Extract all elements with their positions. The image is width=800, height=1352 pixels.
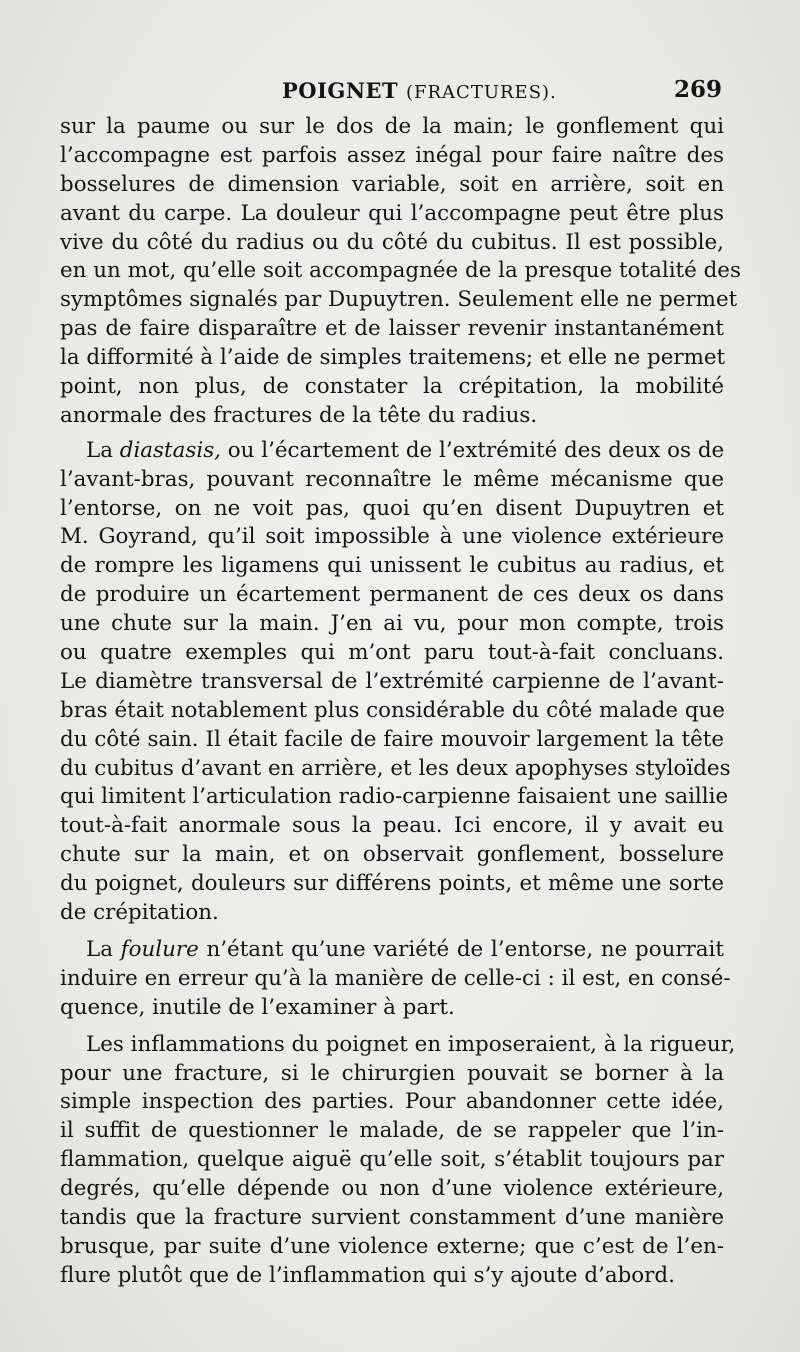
text-line: degrés, qu’elle dépende ou non d’une violence extérieure, [60, 1176, 724, 1202]
text-line: vive du côté du radius ou du côté du cubitus. Il est possible, [60, 229, 724, 255]
text-line: pour une fracture, si le chirurgien pouvait se borner à la [60, 1060, 724, 1086]
paragraph-1 [60, 113, 741, 431]
text-line: simple inspection des parties. Pour abandonner cette idée, [60, 1089, 724, 1115]
text-line: Le diamètre transversal de l’extrémité carpienne de l’avant- [60, 668, 724, 694]
running-head-title: POIGNET (FRACTURES). [282, 78, 557, 103]
text-line: anormale des fractures de la tête du radius. [60, 402, 538, 428]
text-line: en un mot, qu’elle soit accompagnée de la presque totalité des [60, 258, 741, 284]
page-number: 269 [673, 76, 722, 103]
text-line: avant du carpe. La douleur qui l’accompagne peut être plus [60, 200, 724, 226]
paragraph-2 [60, 437, 731, 928]
text-line: il suffit de questionner le malade, de se rappeler que l’in- [60, 1118, 724, 1144]
text-line: brusque, par suite d’une violence externe; que c’est de l’en- [60, 1233, 724, 1259]
text-line: de produire un écartement permanent de ces deux os dans [60, 582, 724, 608]
text-line: l’entorse, on ne voit pas, quoi qu’en disent Dupuytren et [60, 495, 724, 521]
text-line: pas de faire disparaître et de laisser revenir instantanément [60, 316, 724, 342]
text-line: induire en erreur qu’à la manière de celle-ci : il est, en consé- [60, 965, 731, 991]
text-line: bras était notablement plus considérable du côté malade que [60, 697, 725, 723]
text-line: symptômes signalés par Dupuytren. Seulement elle ne permet [60, 287, 738, 313]
body-text [60, 113, 741, 1291]
text-line: l’accompagne est parfois assez inégal pour faire naître des [60, 142, 724, 168]
text-line: sur la paume ou sur le dos de la main; le gonflement qui [60, 114, 724, 139]
text-line: chute sur la main, et on observait gonflement, bosselure [60, 842, 724, 868]
text-line: flammation, quelque aiguë qu’elle soit, s’établit toujours par [60, 1147, 724, 1173]
text-line: M. Goyrand, qu’il soit impossible à une violence extérieure [60, 524, 724, 550]
running-head-subtitle: (FRACTURES). [405, 82, 557, 103]
text-line: bosselures de dimension variable, soit en arrière, soit en [60, 171, 724, 197]
text-line: La foulure n’étant qu’une variété de l’entorse, ne pourrait [86, 936, 724, 962]
italic-term: diastasis, [119, 437, 221, 463]
paragraph-3 [60, 936, 731, 1023]
italic-term: foulure [120, 936, 199, 962]
text-line: tout-à-fait anormale sous la peau. Ici encore, il y avait eu [60, 813, 724, 839]
paragraph-4 [60, 1031, 736, 1291]
text-line: point, non plus, de constater la crépitation, la mobilité [60, 374, 724, 400]
text-line: tandis que la fracture survient constamment d’une manière [60, 1204, 724, 1230]
text-line: qui limitent l’articulation radio-carpienne faisaient une saillie [60, 784, 729, 810]
text-line: l’avant-bras, pouvant reconnaître le même mécanisme que [60, 466, 724, 492]
text-line: du poignet, douleurs sur différens points, et même une sorte [60, 871, 724, 897]
text-line: ou quatre exemples qui m’ont paru tout-à-fait concluans. [60, 640, 724, 666]
text-line: de crépitation. [60, 900, 219, 926]
text-line: de rompre les ligamens qui unissent le cubitus au radius, et [60, 553, 724, 579]
text-line: une chute sur la main. J’en ai vu, pour mon compte, trois [60, 611, 724, 637]
text-line: La diastasis, ou l’écartement de l’extrémité des deux os de [86, 437, 725, 463]
running-head [60, 74, 722, 108]
text-line: quence, inutile de l’examiner à part. [60, 994, 455, 1020]
text-line: du cubitus d’avant en arrière, et les deux apophyses styloïdes [60, 755, 731, 781]
text-line: Les inflammations du poignet en imposeraient, à la rigueur, [86, 1031, 736, 1057]
text-line: la difformité à l’aide de simples traitemens; et elle ne permet [60, 345, 726, 371]
text-line: du côté sain. Il était facile de faire mouvoir largement la tête [60, 726, 724, 752]
text-line: flure plutôt que de l’inflammation qui s’y ajoute d’abord. [60, 1262, 675, 1288]
